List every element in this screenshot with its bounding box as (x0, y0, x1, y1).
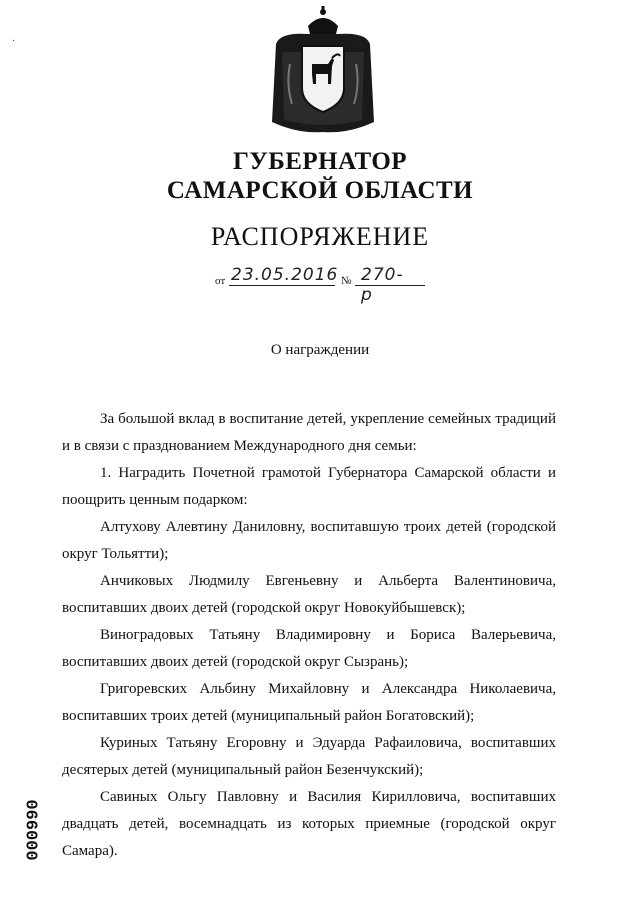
awardee-paragraph: Куриных Татьяну Егоровну и Эдуарда Рафаиловича, воспитавших десятерых детей (муниципальный район Безенчукский); (62, 735, 556, 778)
scan-speck: · (12, 36, 16, 47)
margin-serial-text: 000990 (24, 799, 44, 861)
document-subject: О награждении (270, 342, 370, 358)
from-label: от (215, 275, 226, 287)
item-1-paragraph: 1. Наградить Почетной грамотой Губернатора Самарской области и поощрить ценным подарком: (62, 465, 556, 508)
authority-title-line1: ГУБЕРНАТОР (232, 148, 408, 175)
document-type-heading: РАСПОРЯЖЕНИЕ (210, 222, 430, 251)
number-label: № (341, 275, 352, 287)
samara-coat-of-arms-icon (268, 4, 378, 138)
document-body (62, 406, 556, 865)
authority-title-line2: САМАРСКОЙ ОБЛАСТИ (166, 177, 474, 204)
intro-paragraph: За большой вклад в воспитание детей, укрепление семейных традиций и в связи с празднованием Международного дня семьи: (62, 411, 556, 454)
awardee-paragraph: Виноградовых Татьяну Владимировну и Бориса Валерьевича, воспитавших двоих детей (городской округ Сызрань); (62, 627, 556, 670)
awardee-paragraph: Алтухову Алевтину Даниловну, воспитавшую троих детей (городской округ Тольятти); (62, 519, 556, 562)
date-value: 23.05.2016 (231, 265, 339, 285)
awardee-paragraph: Анчиковых Людмилу Евгеньевну и Альберта Валентиновича, воспитавших двоих детей (городской округ Новокуйбышевск); (62, 573, 556, 616)
number-value: 270-р (361, 265, 404, 305)
date-underline (229, 285, 335, 286)
awardee-paragraph: Савиных Ольгу Павловну и Василия Кирилловича, воспитавших двадцать детей, восемнадцать из которых приемные (городской округ Самара). (62, 789, 556, 859)
margin-serial-stamp (22, 790, 46, 870)
awardee-paragraph: Григоревских Альбину Михайловну и Александра Николаевича, воспитавших троих детей (муниципальный район Богатовский); (62, 681, 556, 724)
